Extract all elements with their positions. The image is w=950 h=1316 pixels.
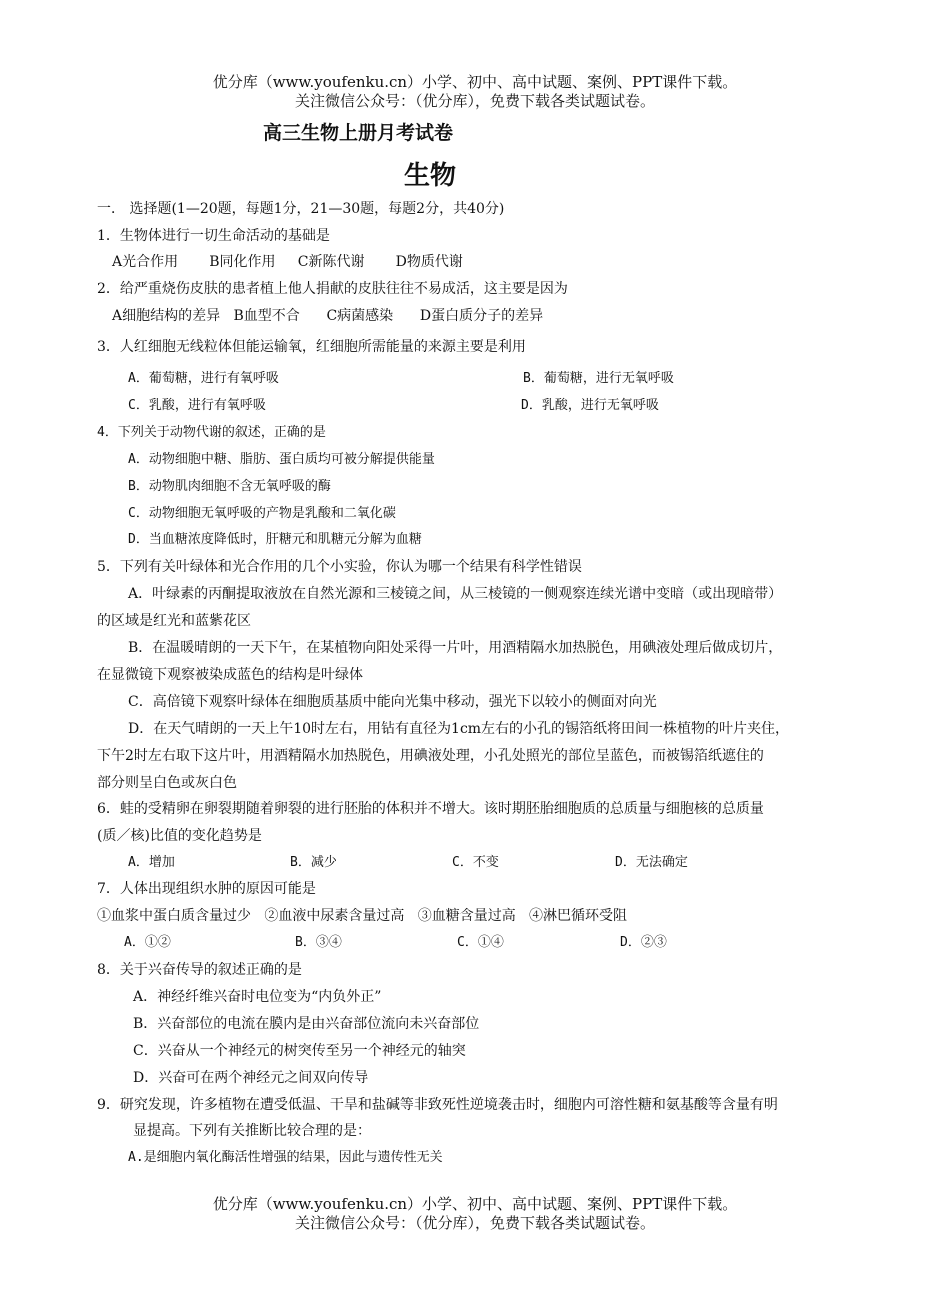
- q6-option-c: C．不变: [452, 855, 499, 870]
- q9-stem-line1: 9．研究发现，许多植物在遭受低温、干旱和盐碱等非致死性逆境袭击时，细胞内可溶性糖和氨基酸等含量有明: [97, 1097, 778, 1113]
- q5-option-d-line1: D．在天气晴朗的一天上午10时左右，用钻有直径为1cm左右的小孔的锡箔纸将田间一株植物的叶片夹住，: [128, 721, 790, 737]
- q5-option-b-line2: 在显微镜下观察被染成蓝色的结构是叶绿体: [97, 667, 363, 683]
- q6-option-a: A．增加: [128, 855, 175, 870]
- q7-stem: 7．人体出现组织水肿的原因可能是: [97, 881, 316, 897]
- q5-option-a-line1: A．叶绿素的丙酮提取液放在自然光源和三棱镜之间，从三棱镜的一侧观察连续光谱中变暗（或出现暗带）: [128, 586, 783, 602]
- q7-option-d: D．②③: [620, 935, 667, 950]
- q1-options: A光合作用 B同化作用 C新陈代谢 D物质代谢: [112, 254, 463, 270]
- q5-option-b-line1: B．在温暖晴朗的一天下午，在某植物向阳处采得一片叶，用酒精隔水加热脱色，用碘液处理后做成切片，: [128, 640, 783, 656]
- q5-stem: 5．下列有关叶绿体和光合作用的几个小实验，你认为哪一个结果有科学性错误: [97, 559, 582, 575]
- q8-option-a: A．神经纤维兴奋时电位变为“内负外正”: [133, 989, 382, 1005]
- q8-stem: 8．关于兴奋传导的叙述正确的是: [97, 962, 302, 978]
- q4-option-a: A．动物细胞中糖、脂肪、蛋白质均可被分解提供能量: [128, 452, 435, 467]
- q5-option-d-line3: 部分则呈白色或灰白色: [97, 775, 237, 791]
- q3-option-b: B．葡萄糖，进行无氧呼吸: [523, 371, 674, 386]
- q8-option-b: B．兴奋部位的电流在膜内是由兴奋部位流向未兴奋部位: [133, 1016, 480, 1032]
- footer-line-2: 关注微信公众号：（优分库），免费下载各类试题试卷。: [294, 1214, 655, 1232]
- q6-stem-line1: 6．蛙的受精卵在卵裂期随着卵裂的进行胚胎的体积并不增大。该时期胚胎细胞质的总质量与细胞核的总质量: [97, 801, 764, 817]
- q5-option-a-line2: 的区域是红光和蓝紫花区: [97, 613, 251, 629]
- header-line-2: 关注微信公众号：（优分库），免费下载各类试题试卷。: [294, 92, 655, 110]
- q4-option-d: D．当血糖浓度降低时，肝糖元和肌糖元分解为血糖: [128, 532, 422, 547]
- q9-stem-line2: 显提高。下列有关推断比较合理的是：: [133, 1123, 371, 1139]
- q4-stem: 4．下列关于动物代谢的叙述，正确的是: [97, 425, 326, 440]
- q1-stem: 1．生物体进行一切生命活动的基础是: [97, 228, 330, 244]
- q8-option-d: D．兴奋可在两个神经元之间双向传导: [133, 1070, 369, 1086]
- q7-option-b: B．③④: [295, 935, 342, 950]
- subject-title: 生物: [403, 161, 456, 191]
- q5-option-d-line2: 下午2时左右取下这片叶，用酒精隔水加热脱色，用碘液处理，小孔处照光的部位呈蓝色，而被锡箔纸遮住的: [97, 748, 764, 764]
- q3-option-c: C．乳酸，进行有氧呼吸: [128, 398, 266, 413]
- q9-option-a: A.是细胞内氧化酶活性增强的结果，因此与遗传性无关: [128, 1150, 443, 1165]
- q3-option-a: A．葡萄糖，进行有氧呼吸: [128, 371, 279, 386]
- q2-stem: 2．给严重烧伤皮肤的患者植上他人捐献的皮肤往往不易成活，这主要是因为: [97, 281, 568, 297]
- q6-option-d: D．无法确定: [615, 855, 688, 870]
- header-line-1: 优分库（www.youfenku.cn）小学、初中、高中试题、案例、PPT课件下载。: [212, 73, 738, 91]
- q7-option-a: A．①②: [124, 935, 171, 950]
- exam-title: 高三生物上册月考试卷: [263, 122, 454, 144]
- footer-line-1: 优分库（www.youfenku.cn）小学、初中、高中试题、案例、PPT课件下载。: [212, 1195, 738, 1213]
- q4-option-c: C．动物细胞无氧呼吸的产物是乳酸和二氧化碳: [128, 506, 396, 521]
- q6-stem-line2: (质／核)比值的变化趋势是: [97, 828, 262, 844]
- q6-option-b: B．减少: [290, 855, 337, 870]
- q8-option-c: C．兴奋从一个神经元的树突传至另一个神经元的轴突: [133, 1043, 466, 1059]
- section-heading: 一． 选择题(1—20题，每题1分，21—30题，每题2分，共40分): [97, 201, 505, 217]
- q2-options: A细胞结构的差异 B血型不合 C病菌感染 D蛋白质分子的差异: [112, 308, 544, 324]
- q3-option-d: D．乳酸，进行无氧呼吸: [521, 398, 659, 413]
- q4-option-b: B．动物肌肉细胞不含无氧呼吸的酶: [128, 479, 331, 494]
- q3-stem: 3．人红细胞无线粒体但能运输氧，红细胞所需能量的来源主要是利用: [97, 339, 526, 355]
- q7-option-c: C．①④: [457, 935, 504, 950]
- q7-items: ①血浆中蛋白质含量过少 ②血液中尿素含量过高 ③血糖含量过高 ④淋巴循环受阻: [97, 908, 628, 924]
- q5-option-c: C．高倍镜下观察叶绿体在细胞质基质中能向光集中移动，强光下以较小的侧面对向光: [128, 694, 657, 710]
